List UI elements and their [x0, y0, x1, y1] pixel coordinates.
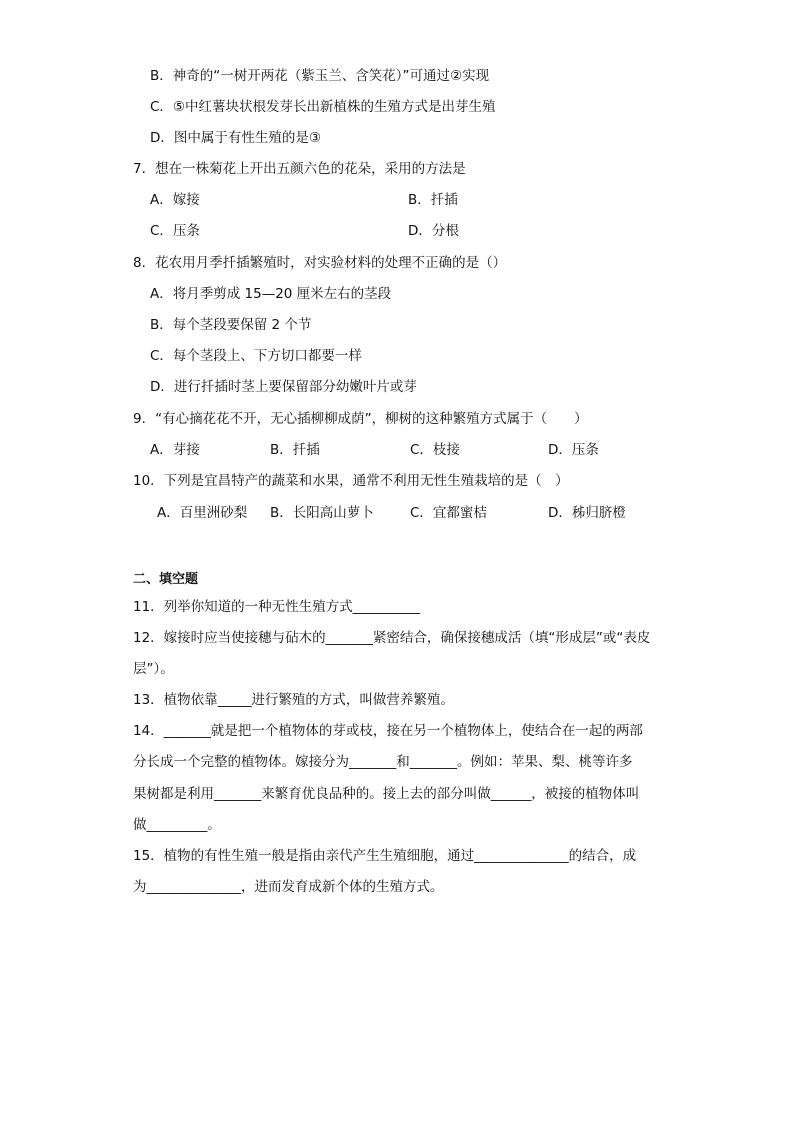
q14-line1: 14．_______就是把一个植物体的芽或枝，接在另一个植物体上，使结合在一起的两部	[133, 723, 643, 739]
q8-option-c: C．每个茎段上、下方切口都要一样	[150, 348, 362, 364]
q9-stem: 9．“有心摘花花不开，无心插柳柳成荫”，柳树的这种繁殖方式属于（ ）	[133, 411, 588, 427]
q10-option-a: A．百里洲砂梨	[157, 505, 248, 521]
q12-line2: 层”）。	[133, 661, 174, 677]
q8-option-a: A．将月季剪成 15—20 厘米左右的茎段	[150, 286, 392, 302]
q9-option-d: D．压条	[548, 442, 599, 458]
q14-line2: 分长成一个完整的植物体。嫁接分为_______和_______。例如：苹果、梨、桃等许多	[133, 754, 633, 770]
q9-option-c: C．枝接	[410, 442, 460, 458]
q6-option-b: B．神奇的“一树开两花（紫玉兰、含笑花）”可通过②实现	[150, 68, 490, 84]
q10-option-b: B．长阳高山萝卜	[270, 505, 374, 521]
q10-stem: 10．下列是宜昌特产的蔬菜和水果，通常不利用无性生殖栽培的是（ ）	[133, 473, 569, 489]
q8-stem: 8．花农用月季扦插繁殖时，对实验材料的处理不正确的是（）	[133, 255, 507, 271]
q10-option-c: C．宜都蜜桔	[410, 505, 487, 521]
q7-option-c: C．压条	[150, 223, 200, 239]
q15-line2: 为______________，进而发育成新个体的生殖方式。	[133, 879, 444, 895]
q6-option-d: D．图中属于有性生殖的是③	[150, 130, 321, 146]
section-heading-fill-in: 二、填空题	[133, 572, 199, 587]
q7-option-a: A．嫁接	[150, 192, 200, 208]
q9-option-b: B．扦插	[270, 442, 320, 458]
q7-option-b: B．扦插	[408, 192, 458, 208]
q14-line3: 果树都是利用_______来繁育优良品种的。接上去的部分叫做______，被接的植物体叫	[133, 786, 640, 802]
q8-option-b: B．每个茎段要保留 2 个节	[150, 317, 312, 333]
q10-option-d: D．秭归脐橙	[548, 505, 626, 521]
q6-option-c: C．⑤中红薯块状根发芽长出新植株的生殖方式是出芽生殖	[150, 99, 496, 115]
q15-line1: 15．植物的有性生殖一般是指由亲代产生生殖细胞，通过______________的结合，成	[133, 848, 637, 864]
q13: 13．植物依靠_____进行繁殖的方式，叫做营养繁殖。	[133, 692, 454, 708]
q7-stem: 7．想在一株菊花上开出五颜六色的花朵，采用的方法是	[133, 161, 466, 177]
q9-option-a: A．芽接	[150, 442, 200, 458]
q11: 11．列举你知道的一种无性生殖方式__________	[133, 599, 421, 615]
q8-option-d: D．进行扦插时茎上要保留部分幼嫩叶片或芽	[150, 379, 417, 395]
q14-line4: 做_________。	[133, 817, 221, 833]
q12-line1: 12．嫁接时应当使接穗与砧木的_______紧密结合，确保接穗成活（填“形成层”或“表皮	[133, 630, 651, 646]
q7-option-d: D．分根	[408, 223, 459, 239]
